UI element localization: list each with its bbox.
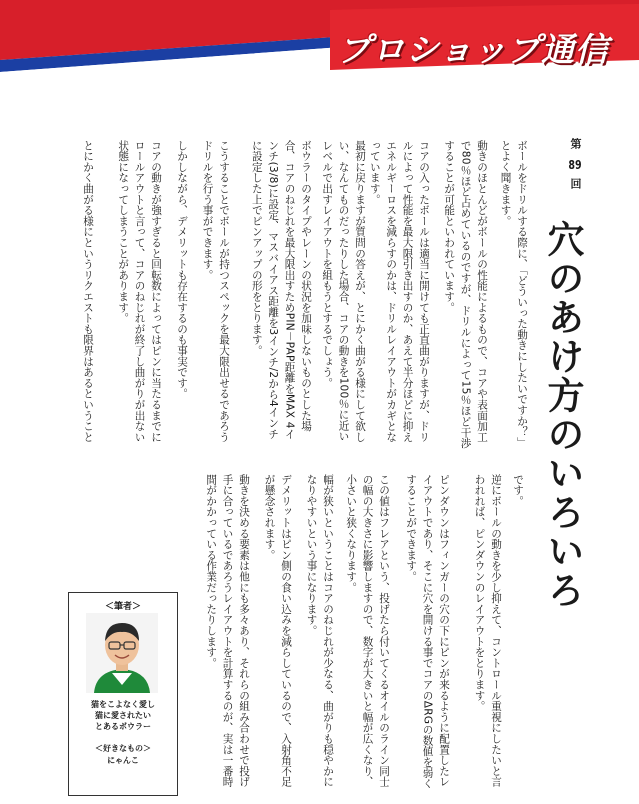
author-favorites-heading: ＜好きなもの＞	[95, 744, 151, 753]
paragraph-top-1: ボールをドリルする際に、「どういった動きにしたいですか？」とよく聞きます。	[499, 140, 528, 448]
paragraph-top-2: 動きのほとんどがボールの性能によるもので、コアや表面加工で80％ほど占めているのですが、ドリルによって15％ほど干渉することが可能といわれています。	[443, 140, 488, 449]
author-bio-line-2: 猫に愛されたい	[95, 711, 151, 720]
issue-number: 89	[568, 158, 582, 171]
article-title: 穴のあけ方のいろいろ	[541, 220, 585, 610]
author-favorites-value: にゃんこ	[107, 756, 139, 765]
author-bio-line-1: 猫をこよなく愛し	[91, 700, 155, 709]
paragraph-bottom-6: デメリットはピン側の食い込みを減らしているので、入射角不足が懸念されます。	[263, 474, 292, 788]
paragraph-top-7: しかしながら、デメリットも存在するのも事実です。	[176, 140, 188, 400]
paragraph-top-4: 最初に戻りますが質問の答えが、とにかく曲がる様にして欲しい、なんてものだったりした場合、コアの動きを100％に近いレベルで出すレイアウトを組もうとするでしょう。	[321, 140, 366, 443]
paragraph-bottom-2: 逆にボールの動きを少し抑えて、コントロール重視にしたいと言われれば、ピンダウンのレイアウトをとります。	[473, 474, 502, 788]
issue-suffix: 回	[569, 177, 582, 192]
paragraph-bottom-7: 動きを決める要素は他にも多々あり、それらの組み合わせで投げ手に合っているであろうレイアウトを計算するのが、実は一番時間がかかっている作業だったりします。	[205, 474, 250, 788]
paragraph-bottom-4: この値はフレアという、投げたら付いてくるオイルのライン同士の幅の大きさに影響しますので、数字が大きいと幅が広くなり、小さいと狭くなります。	[345, 474, 390, 788]
paragraph-top-9: とにかく曲がる様にというリクエストも限界はあるということ	[82, 140, 94, 443]
banner-title: プロショップ通信	[337, 30, 609, 69]
author-bio-line-3: とあるボウラー	[95, 722, 151, 731]
paragraph-bottom-5: 幅が狭いということはコアのねじれが少なる、曲がりも穏やかになりやすいという事になります。	[305, 474, 334, 788]
paragraph-top-5: ボウラーのタイプやレーンの状況を加味しないものとした場合、コアのねじれを最大限出すためPIN－PAP距離をMAX 4インチ(3/8)に設定、マスバイアス距離を3インチ/2から4インチに設定した上でピンアップの形をとります。	[250, 140, 312, 440]
paragraph-bottom-3: ピンダウンはフィンガーの穴の下にピンが来るように配置したレイアウトであり、そこに穴を開ける事でコアのΔRGの数値を弱くすることができます。	[405, 474, 450, 790]
author-box	[68, 592, 178, 796]
author-heading: ＜筆者＞	[104, 602, 141, 612]
paragraph-top-6: こうすることでボールが持つスペックを最大限出せるであろうドリルを行う事ができます。	[201, 140, 230, 443]
paragraph-top-8: コアの動きが強すぎると回転数によってはピンに当たるまでにロールアウトと言って、コアのねじれが終了し曲がりが出ない状態になってしまうことがあります。	[117, 140, 162, 443]
author-photo	[86, 613, 158, 693]
issue-label	[567, 138, 583, 192]
paragraph-bottom-1: です。	[512, 474, 524, 507]
issue-prefix: 第	[569, 138, 582, 152]
paragraph-top-3: コアの入ったボールは適当に開けても正直曲がりますが、ドリルによって性能を最大限引き出すのか、あえて半分ほどに抑えエネルギーロスを減らすのかは、ドリルレイアウトがカギとなっています。	[368, 140, 430, 443]
